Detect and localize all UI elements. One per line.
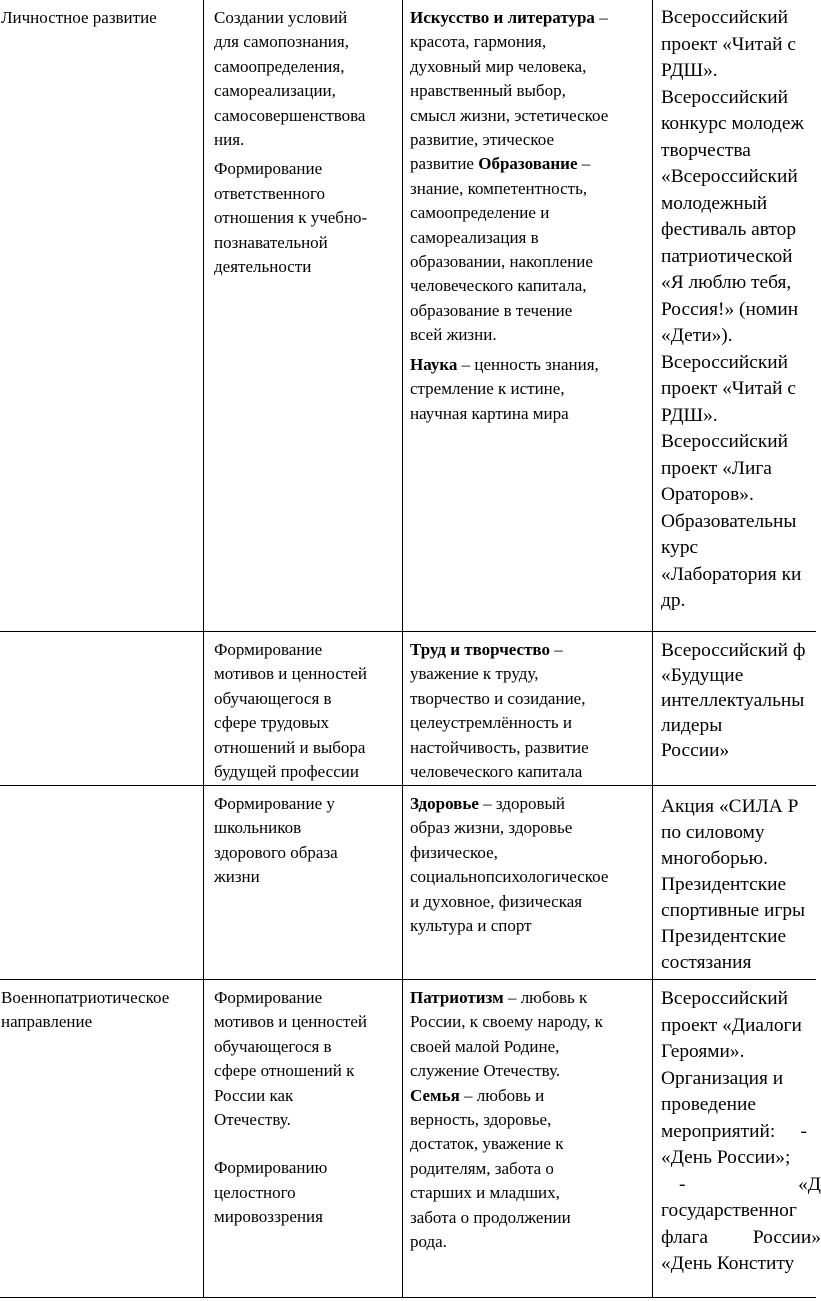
text-line: многоборью.: [661, 848, 768, 869]
text-line: Всероссийский: [661, 86, 789, 108]
text-line: забота о продолжении: [410, 1207, 571, 1227]
text-line: социальнопсихологическое: [410, 867, 609, 887]
project-paragraph: [661, 350, 821, 430]
text-line: –: [550, 640, 563, 659]
text-line: Ораторов».: [661, 484, 754, 505]
row-divider: [0, 785, 816, 786]
text-line: сфере отношений к: [214, 1061, 355, 1081]
text-line: патриотической: [661, 245, 793, 267]
text-line: школьников: [214, 818, 302, 838]
text-line: творчество и созидание,: [410, 688, 586, 708]
text-line: Отечеству.: [214, 1110, 291, 1130]
text-line: мотивов и ценностей: [214, 664, 367, 684]
text-line: культура и спорт: [410, 916, 532, 936]
text-line: «Дети»).: [661, 325, 733, 346]
text-line: -: [679, 1173, 686, 1195]
text-line: Формирование: [214, 988, 323, 1007]
text-line: Создании условий: [214, 8, 348, 27]
value-paragraph: [410, 353, 652, 426]
text-line: Всероссийский: [661, 988, 789, 1009]
text-line: развитие, этическое: [410, 130, 554, 150]
text-line: Всероссийский: [661, 7, 789, 28]
text-line: самоопределения,: [214, 56, 345, 76]
column-divider: [203, 0, 204, 1298]
justified-line: [661, 1225, 821, 1252]
goals-cell: [214, 986, 404, 1230]
column-divider: [652, 0, 653, 1298]
text-line: служение Отечеству.: [410, 1061, 561, 1081]
text-line: отношений и выбора: [214, 737, 366, 757]
value-term: Образование: [478, 154, 578, 174]
text-line: «Д: [798, 1173, 821, 1195]
project-paragraph: [661, 85, 821, 350]
text-line: спортивные игры: [661, 900, 806, 921]
text-line: обучающегося в: [214, 688, 332, 708]
text-line: мероприятий:: [661, 1120, 776, 1142]
values-cell: [410, 792, 652, 938]
text-line: молодежный: [661, 192, 768, 214]
text-line: духовный мир человека,: [410, 56, 587, 76]
goals-cell: [214, 792, 404, 890]
text-line: – любовь к: [503, 988, 588, 1007]
text-line: России»: [752, 1226, 821, 1248]
text-line: Героями».: [661, 1041, 745, 1062]
text-line: интеллектуальны: [661, 690, 805, 711]
table-bottom-border: [0, 1297, 816, 1298]
text-line: проект «Лига: [661, 457, 772, 479]
direction-text: направление: [1, 1012, 93, 1032]
row-divider: [0, 979, 816, 980]
project-paragraph: [661, 509, 821, 615]
text-line: Формированию: [214, 1158, 328, 1178]
text-line: деятельности: [214, 257, 312, 277]
values-cell: [410, 6, 652, 426]
justified-line: [661, 1119, 821, 1146]
text-line: верность, здоровье,: [410, 1110, 552, 1130]
row-divider: [0, 631, 816, 632]
text-line: проект «Читай с: [661, 378, 796, 399]
projects-cell: [661, 638, 821, 763]
text-line: проведение: [661, 1094, 756, 1115]
text-line: обучающегося в: [214, 1036, 332, 1056]
text-line: России»: [661, 740, 730, 761]
text-line: образование в течение: [410, 300, 573, 320]
text-line: Формирование: [214, 640, 323, 659]
text-line: России как: [214, 1085, 294, 1105]
text-line: Организация и: [661, 1067, 784, 1089]
text-line: «Лаборатория ки: [661, 563, 802, 585]
text-line: сфере трудовых: [214, 713, 330, 733]
text-line: – любовь и: [459, 1085, 545, 1105]
value-term: Здоровье: [410, 794, 479, 813]
text-line: человеческого капитала,: [410, 276, 587, 296]
text-line: Образовательны: [661, 510, 797, 532]
text-line: лидеры: [661, 715, 723, 736]
values-cell: [410, 638, 652, 784]
text-line: РДШ».: [661, 404, 718, 426]
text-line: Формирование: [214, 159, 323, 179]
text-line: жизни: [214, 867, 260, 887]
direction-cell: [1, 986, 199, 1035]
text-line: будущей профессии: [214, 762, 359, 782]
text-line: –: [594, 8, 608, 27]
text-line: нравственный выбор,: [410, 81, 566, 101]
text-line: Президентские: [661, 926, 787, 947]
text-line: познавательной: [214, 232, 328, 252]
text-line: Россия!» (номин: [661, 298, 799, 320]
text-line: уважение к труду,: [410, 664, 539, 684]
text-line: здорового образа: [214, 842, 338, 862]
text-line: курс: [661, 537, 699, 558]
text-line: состязания: [661, 952, 752, 973]
text-line: образовании, накопление: [410, 252, 593, 272]
text-line: настойчивость, развитие: [410, 737, 589, 757]
projects-cell: [661, 794, 821, 976]
text-line: РДШ».: [661, 60, 718, 81]
text-line: родителям, забота о: [410, 1158, 554, 1178]
goal-paragraph: [214, 157, 404, 279]
value-term: Наука: [410, 354, 458, 374]
text-line: фестиваль автор: [661, 219, 797, 240]
value-paragraph: [410, 6, 652, 348]
text-line: проект «Читай с: [661, 33, 796, 55]
text-line: самосовершенствова: [214, 105, 366, 125]
text-line: Акция «СИЛА Р: [661, 796, 799, 817]
direction-cell: [1, 6, 199, 30]
text-line: «День России»;: [661, 1147, 791, 1168]
text-line: Формирование у: [214, 794, 335, 813]
text-line: «Всероссийский: [661, 166, 798, 187]
goals-cell: [214, 638, 404, 784]
value-term: Искусство и литература: [410, 8, 595, 27]
direction-text: Личностное развитие: [1, 8, 157, 27]
project-paragraph: [661, 429, 821, 509]
text-line: мировоззрения: [214, 1207, 323, 1227]
project-paragraph: [661, 5, 821, 85]
text-line: ния.: [214, 130, 245, 150]
text-line: целеустремлённость и: [410, 713, 572, 733]
text-line: Всероссийский: [661, 431, 789, 452]
text-line: мотивов и ценностей: [214, 1012, 367, 1032]
text-line: научная картина мира: [410, 403, 569, 423]
text-line: знание, компетентность,: [410, 178, 588, 198]
text-line: Всероссийский: [661, 351, 789, 373]
text-line: «Будущие: [661, 665, 744, 686]
text-line: достаток, уважение к: [410, 1134, 564, 1154]
text-line: всей жизни.: [410, 325, 497, 345]
text-line: творчества: [661, 139, 751, 161]
text-line: развитие: [410, 154, 479, 174]
text-line: красота, гармония,: [410, 32, 547, 52]
value-term: Труд и творчество: [410, 640, 550, 659]
text-line: по силовому: [661, 822, 765, 843]
value-term: Патриотизм: [410, 988, 504, 1007]
goal-paragraph: [214, 986, 404, 1132]
goal-paragraph: [214, 6, 404, 152]
text-line: самореализации,: [214, 81, 336, 101]
text-line: – ценность знания,: [457, 354, 599, 374]
text-line: для самопознания,: [214, 32, 349, 52]
goal-paragraph: [214, 1156, 404, 1229]
projects-cell: [661, 5, 821, 615]
text-line: – здоровый: [478, 794, 566, 813]
text-line: Президентские: [661, 874, 787, 895]
text-line: человеческого капитала: [410, 762, 583, 782]
text-line: «Я люблю тебя,: [661, 272, 792, 293]
value-term: Семья: [410, 1085, 460, 1105]
goals-cell: [214, 6, 404, 279]
text-line: физическое,: [410, 842, 498, 862]
text-line: целостного: [214, 1182, 296, 1202]
text-line: образ жизни, здоровье: [410, 818, 573, 838]
direction-text: Военнопатриотическое: [1, 988, 170, 1007]
text-line: стремление к истине,: [410, 379, 565, 399]
text-line: своей малой Родине,: [410, 1036, 560, 1056]
text-line: др.: [661, 590, 686, 611]
text-line: флага: [661, 1226, 708, 1248]
values-cell: [410, 986, 652, 1254]
text-line: самореализация в: [410, 227, 539, 247]
text-line: Всероссийский ф: [661, 640, 806, 661]
text-line: отношения к учебно-: [214, 208, 368, 228]
text-line: конкурс молодеж: [661, 113, 804, 134]
justified-line: [661, 1172, 821, 1199]
text-line: -: [800, 1120, 807, 1142]
text-line: рода.: [410, 1232, 447, 1252]
text-line: «День Конститу: [661, 1253, 795, 1274]
text-line: –: [577, 154, 591, 174]
text-line: самоопределение и: [410, 203, 550, 223]
text-line: проект «Диалоги: [661, 1014, 802, 1036]
text-line: ответственного: [214, 183, 326, 203]
text-line: и духовное, физическая: [410, 891, 583, 911]
text-line: государственног: [661, 1200, 797, 1221]
text-line: смысл жизни, эстетическое: [410, 105, 609, 125]
projects-cell: [661, 986, 821, 1278]
text-line: России, к своему народу, к: [410, 1012, 603, 1032]
text-line: старших и младших,: [410, 1183, 560, 1203]
